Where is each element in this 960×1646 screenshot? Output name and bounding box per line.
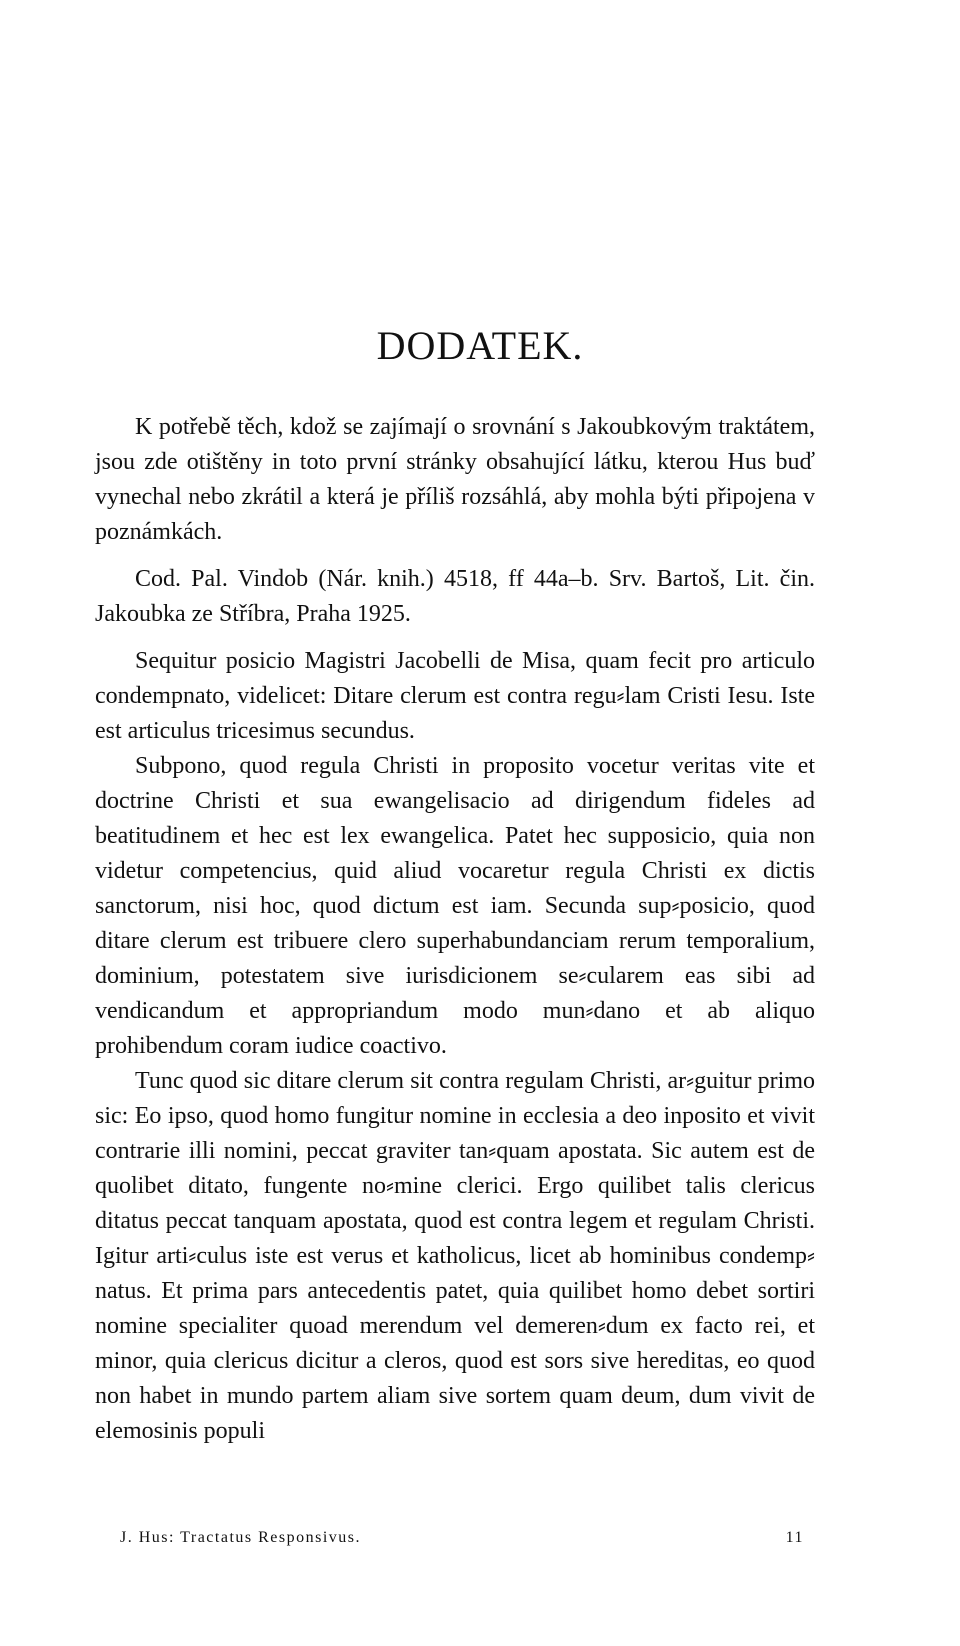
paragraph-intro: K potřebě těch, kdož se zajímají o srovnání s Jakoubkovým traktátem, jsou zde otištěny in toto první stránky obsahující látku, kterou Hus buď vynechal nebo zkrátil a která je příliš rozsáhlá, aby mohla býti připojena v poznámkách. bbox=[95, 414, 815, 545]
paragraph-subpono: Subpono, quod regula Christi in proposito vocetur veritas vite et doctrine Christi et sua ewangelisacio ad dirigendum fideles ad beatitudinem et hec est lex ewangelica. Patet hec supposicio, quia non videtur competencius, quid aliud vocaretur regula Christi ex dictis sanctorum, nisi hoc, quod dictum est iam. Secunda sup⸗posicio, quod ditare clerum est tribuere clero superhabundanciam rerum temporalium, dominium, potestatem sive iurisdicionem se⸗cularem eas sibi ad vendicandum et appropriandum modo mun⸗dano et ab aliquo prohibendum coram iudice coactivo. bbox=[95, 753, 815, 1059]
page-title: DODATEK. bbox=[376, 323, 584, 368]
paragraph-sequitur: Sequitur posicio Magistri Jacobelli de Misa, quam fecit pro articulo condempnato, videlicet: Ditare clerum est contra regu⸗lam Cristi Iesu. Iste est articulus tricesimus secundus. bbox=[95, 648, 815, 744]
body-text bbox=[95, 410, 815, 1449]
footer-running-title: J. Hus: Tractatus Responsivus. bbox=[120, 1529, 362, 1546]
footer-signature-number: 11 bbox=[785, 1529, 804, 1546]
paragraph-tunc: Tunc quod sic ditare clerum sit contra regulam Christi, ar⸗guitur primo sic: Eo ipso, quod homo fungitur nomine in ecclesia a deo inposito et vivit contrarie illi nomini, peccat graviter tan⸗quam apostata. Sic autem est de quolibet ditato, fungente no⸗mine clerici. Ergo quilibet talis clericus ditatus peccat tanquam apostata, quod est contra legem et regulam Christi. Igitur arti⸗culus iste est verus et katholicus, licet ab hominibus condemp⸗natus. Et prima pars antecedentis patet, quia quilibet homo debet sortiri nomine specialiter quoad merendum vel demeren⸗dum ex facto rei, et minor, quia clericus dicitur a cleros, quod est sors sive hereditas, eo quod non habet in mundo partem aliam sive sortem quam deum, dum vivit de elemosinis populi bbox=[95, 1068, 815, 1444]
paragraph-source: Cod. Pal. Vindob (Nár. knih.) 4518, ff 44a–b. Srv. Bartoš, Lit. čin. Jakoubka ze Stříbra, Praha 1925. bbox=[95, 566, 815, 627]
